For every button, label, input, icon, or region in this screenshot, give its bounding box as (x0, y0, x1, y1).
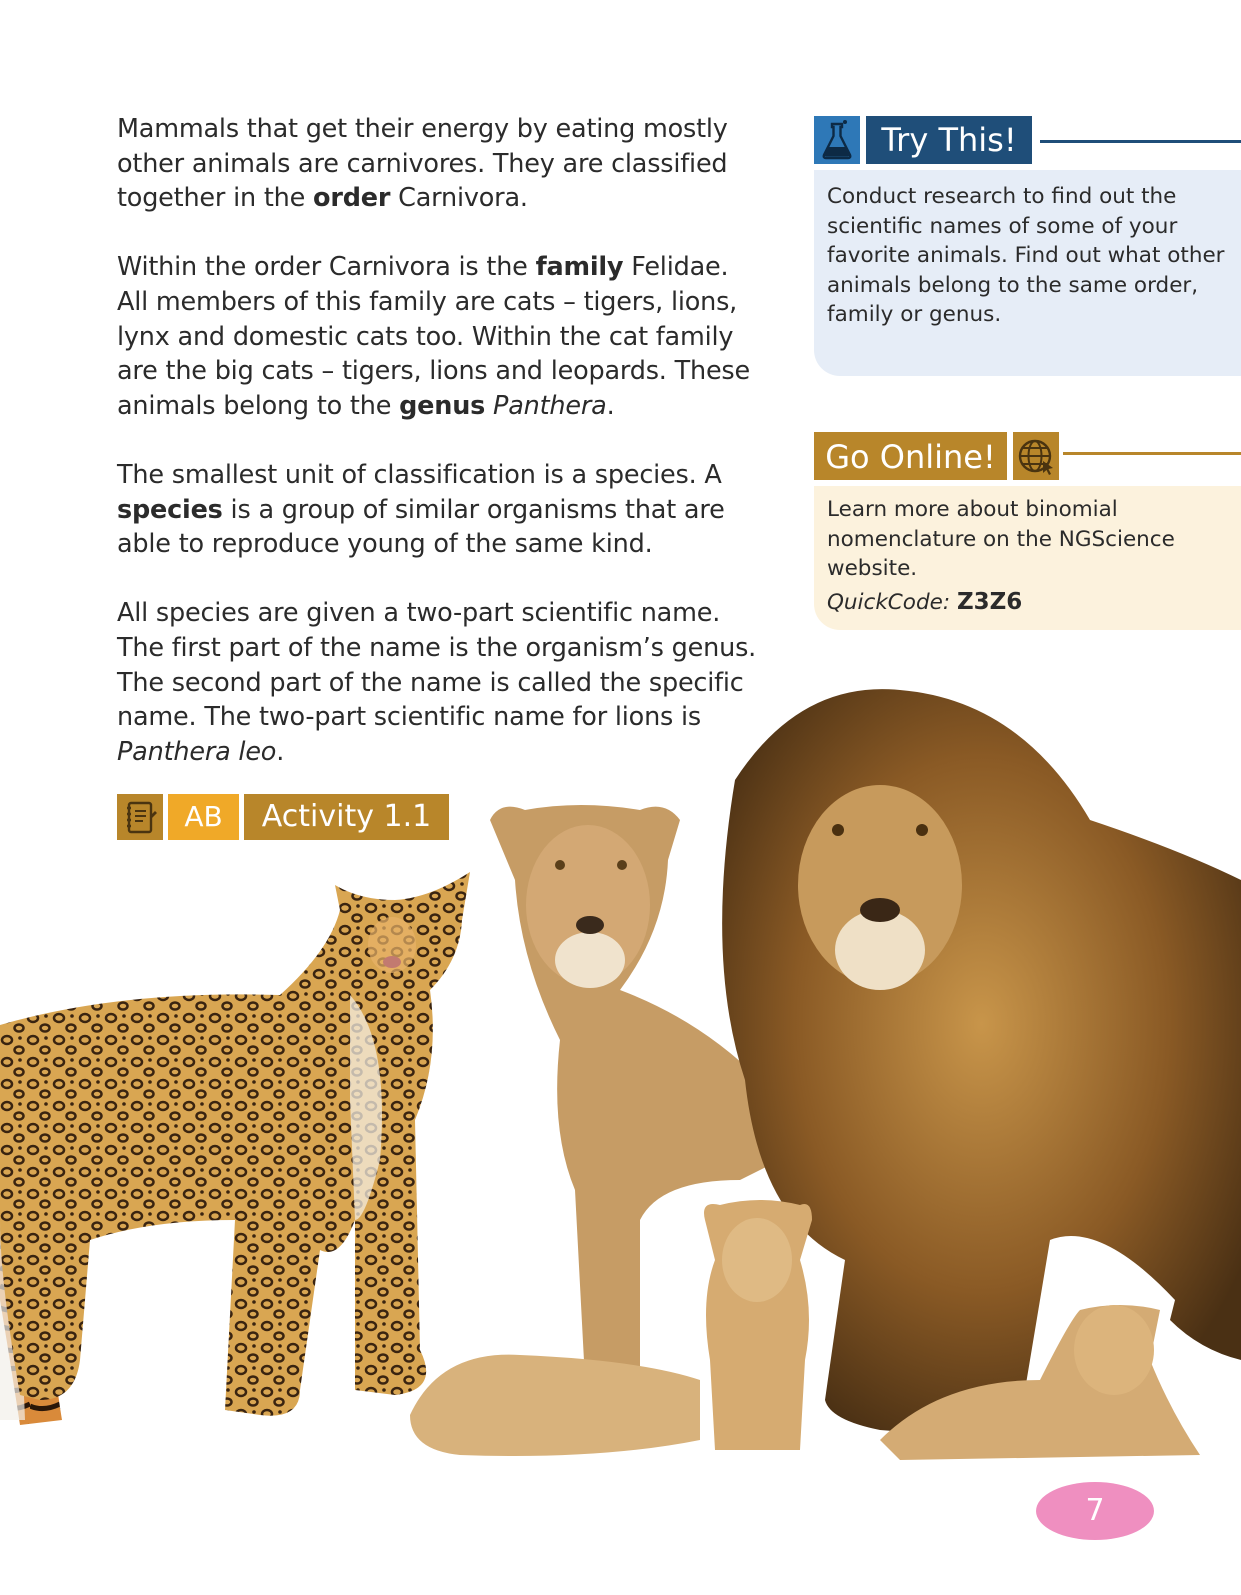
activity-book-badge[interactable]: AB (168, 794, 239, 840)
flask-icon (814, 116, 860, 164)
leopard (0, 872, 470, 1416)
quickcode-label: QuickCode: (827, 590, 951, 615)
term-genus: genus (399, 390, 486, 421)
lion-cubs (410, 1200, 1200, 1460)
quickcode-value[interactable]: Z3Z6 (956, 589, 1023, 615)
page-number: 7 (1036, 1482, 1154, 1540)
quickcode (827, 587, 1022, 618)
term-species: species (117, 494, 223, 525)
go-online-text: Learn more about binomial nomenclature on the NGScience website. (827, 497, 1175, 581)
go-online-rule (1063, 452, 1241, 455)
try-this-rule (1040, 140, 1241, 143)
try-this-text: Conduct research to find out the scientific names of some of your favorite animals. Find out what other animals belong to the same order, family or genus. (827, 184, 1225, 327)
big-cats-photo (0, 660, 1241, 1480)
paragraph-binomial: All species are given a two-part scientific name. The first part of the name is the organism’s genus. The second part of the name is called the specific name. The two-part scientific name for lions is Panthera leo. (117, 598, 757, 767)
term-family: family (535, 252, 624, 283)
go-online-title: Go Online! (814, 432, 1007, 480)
globe-icon[interactable] (1013, 432, 1059, 480)
activity-label[interactable]: Activity 1.1 (244, 794, 449, 840)
paragraph-family: Within the order Carnivora is the family Felidae. All members of this family are cats – tigers, lions, lynx and domestic cats too. Within the cat family are the big cats – tigers, lions and leopards. These animals belong to the genus Panthera. (117, 252, 751, 421)
term-order: order (313, 183, 391, 214)
try-this-title: Try This! (866, 116, 1032, 164)
paragraph-species: The smallest unit of classification is a species. A species is a group of similar organisms that are able to reproduce young of the same kind. (117, 459, 725, 560)
paragraph-order: Mammals that get their energy by eating mostly other animals are carnivores. They are classified together in the order Carnivora. (117, 114, 728, 214)
